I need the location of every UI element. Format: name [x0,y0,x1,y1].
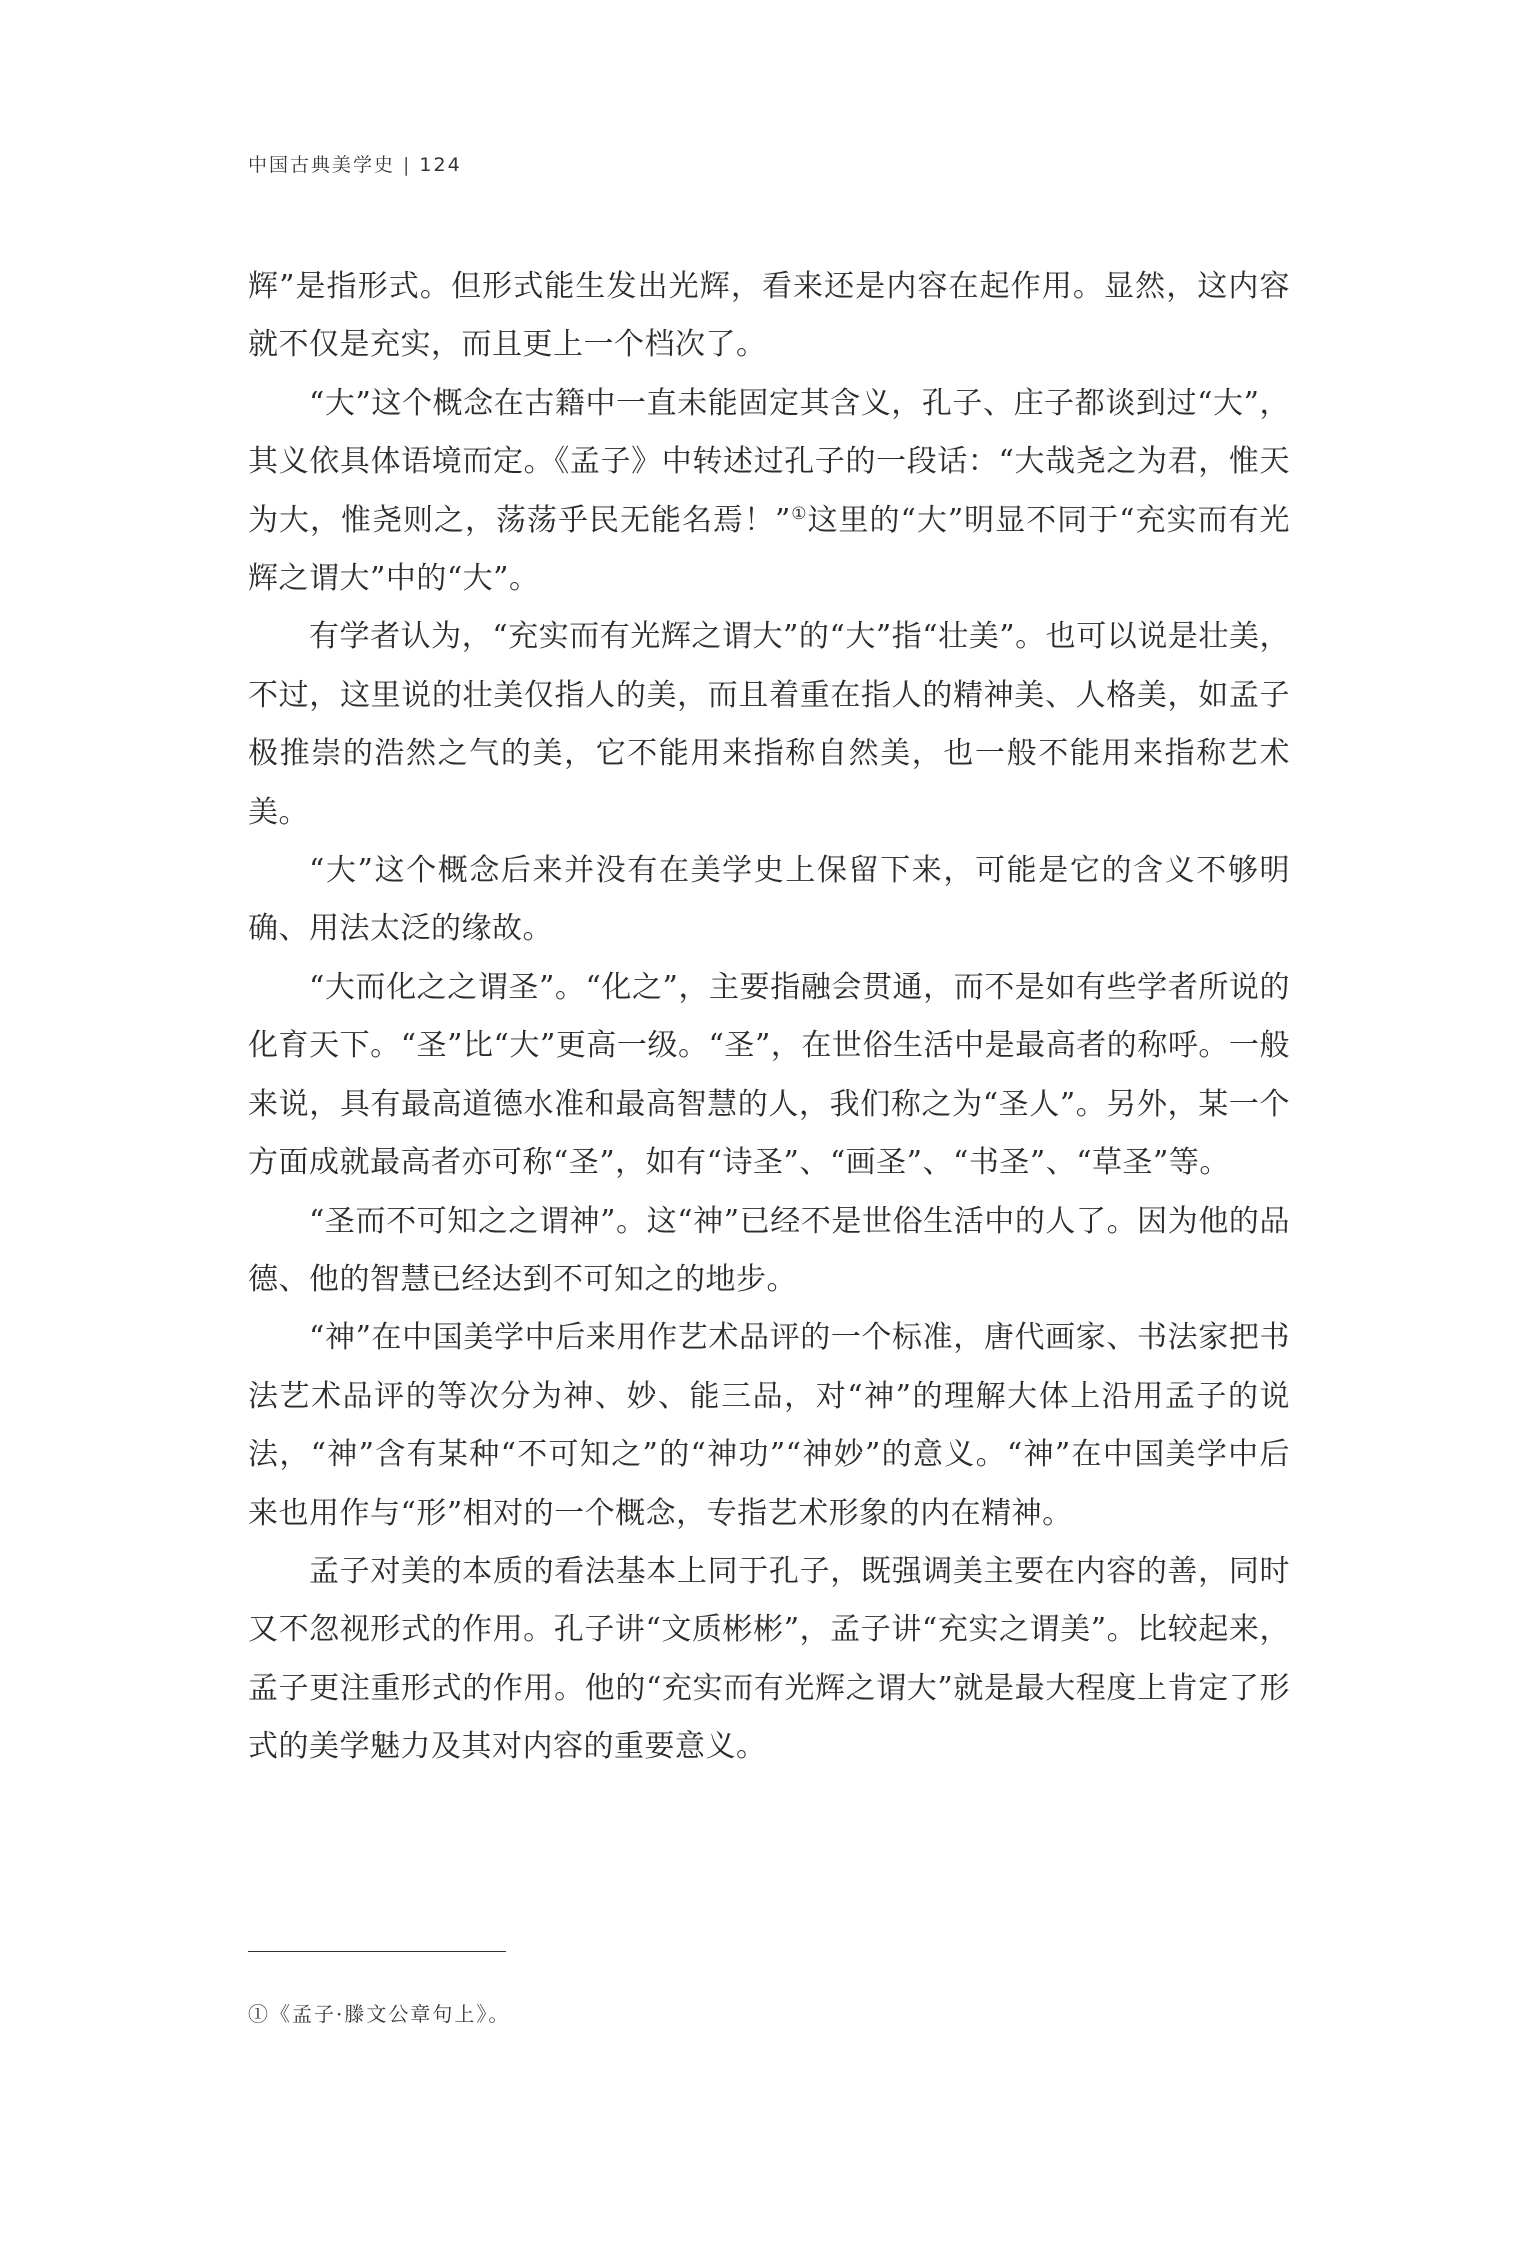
paragraph-6: “圣而不可知之之谓神”。这“神”已经不是世俗生活中的人了。因为他的品德、他的智慧已经达到不可知之的地步。 [248,1203,1290,1297]
paragraph-2 [248,375,1290,609]
paragraph-2-text-after-note: 这里的“大”明显不同于“充实而有光辉之谓大”中的“大”。 [248,502,1290,597]
footnote-1: ①《孟子·滕文公章句上》。 [248,2002,511,2026]
body-text [248,258,1290,1777]
footnote-reference-1[interactable]: ① [790,503,808,524]
page-number: 124 [419,154,462,176]
header-separator: | [403,154,412,176]
footnote-divider [248,1951,506,1952]
paragraph-2-text-before-note: “大”这个概念在古籍中一直未能固定其含义，孔子、庄子都谈到过“大”，其义依具体语境而定。《孟子》中转述过孔子的一段话：“大哉尧之为君，惟天为大，惟尧则之，荡荡乎民无能名焉！” [248,385,1290,538]
paragraph-8: 孟子对美的本质的看法基本上同于孔子，既强调美主要在内容的善，同时又不忽视形式的作用。孔子讲“文质彬彬”，孟子讲“充实之谓美”。比较起来，孟子更注重形式的作用。他的“充实而有光辉之谓大”就是最大程度上肯定了形式的美学魅力及其对内容的重要意义。 [248,1553,1290,1765]
running-header [248,150,462,177]
paragraph-7: “神”在中国美学中后来用作艺术品评的一个标准，唐代画家、书法家把书法艺术品评的等次分为神、妙、能三品，对“神”的理解大体上沿用孟子的说法，“神”含有某种“不可知之”的“神功”“神妙”的意义。“神”在中国美学中后来也用作与“形”相对的一个概念，专指艺术形象的内在精神。 [248,1320,1290,1531]
paragraph-4: “大”这个概念后来并没有在美学史上保留下来，可能是它的含义不够明确、用法太泛的缘故。 [248,853,1290,947]
book-title: 中国古典美学史 [248,154,396,176]
paragraph-5: “大而化之之谓圣”。“化之”，主要指融会贯通，而不是如有些学者所说的化育天下。“圣”比“大”更高一级。“圣”，在世俗生活中是最高者的称呼。一般来说，具有最高道德水准和最高智慧的人，我们称之为“圣人”。另外，某一个方面成就最高者亦可称“圣”，如有“诗圣”、“画圣”、“书圣”、“草圣”等。 [248,969,1290,1181]
paragraph-3: 有学者认为，“充实而有光辉之谓大”的“大”指“壮美”。也可以说是壮美，不过，这里说的壮美仅指人的美，而且着重在指人的精神美、人格美，如孟子极推崇的浩然之气的美，它不能用来指称自然美，也一般不能用来指称艺术美。 [248,619,1290,830]
paragraph-1: 辉”是指形式。但形式能生发出光辉，看来还是内容在起作用。显然，这内容就不仅是充实，而且更上一个档次了。 [248,269,1290,363]
